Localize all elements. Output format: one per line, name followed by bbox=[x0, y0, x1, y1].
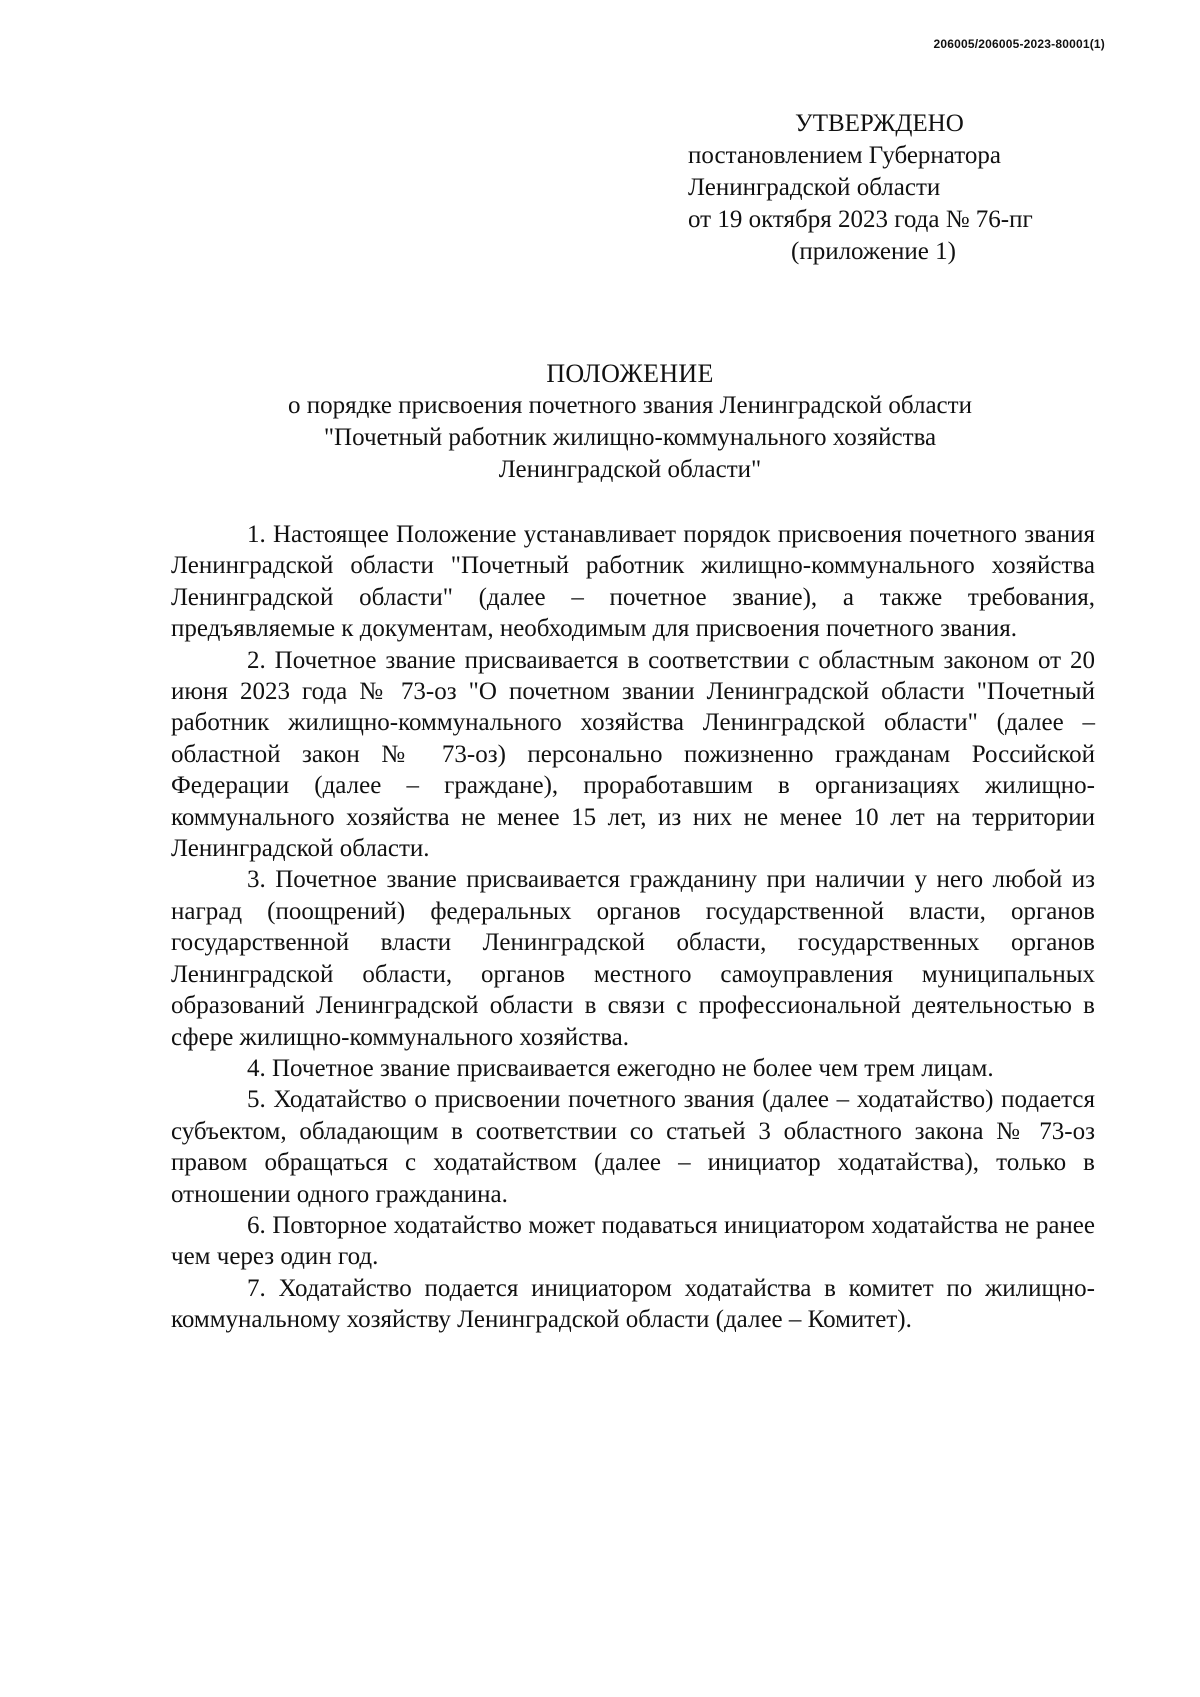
approval-line: от 19 октября 2023 года № 76-пг bbox=[688, 206, 1033, 233]
document-body bbox=[171, 519, 1095, 1336]
document-heading bbox=[170, 358, 1090, 486]
paragraph-4: 4. Почетное звание присваивается ежегодно не более чем трем лицам. bbox=[247, 1054, 994, 1082]
approval-line: Ленинградской области bbox=[688, 174, 941, 201]
paragraph-1: 1. Настоящее Положение устанавливает порядок присвоения почетного звания Ленинградской области "Почетный работник жилищно-коммунального хозяйства Ленинградской области" (далее – почетное звание), а также требования, предъявляемые к документам, необходимым для присвоения почетного звания. bbox=[171, 521, 1095, 643]
paragraph-5: 5. Ходатайство о присвоении почетного звания (далее – ходатайство) подается субъектом, обладающим в соответствии со статьей 3 областного закона № 73-оз правом обращаться с ходатайством (далее – инициатор ходатайства), только в отношении одного гражданина. bbox=[171, 1086, 1095, 1208]
approval-line: постановлением Губернатора bbox=[688, 142, 1001, 169]
paragraph-2: 2. Почетное звание присваивается в соответствии с областным законом от 20 июня 2023 года № 73-оз "О почетном звании Ленинградской области "Почетный работник жилищно-коммунального хозяйства Ленинградской области" (далее – областной закон № 73-оз) персонально пожизненно гражданам Российской Федерации (далее – граждане), проработавшим в организациях жилищно-коммунального хозяйства не менее 15 лет, из них не менее 10 лет на территории Ленинградской области. bbox=[171, 646, 1095, 863]
document-subtitle-line: "Почетный работник жилищно-коммунального хозяйства bbox=[323, 424, 937, 451]
approval-appendix: (приложение 1) bbox=[791, 238, 956, 265]
paragraph-7: 7. Ходатайство подается инициатором ходатайства в комитет по жилищно-коммунальному хозяйству Ленинградской области (далее – Комитет). bbox=[171, 1274, 1095, 1334]
paragraph-6: 6. Повторное ходатайство может подаваться инициатором ходатайства не ранее чем через один год. bbox=[171, 1211, 1095, 1271]
document-subtitle-line: о порядке присвоения почетного звания Ленинградской области bbox=[288, 392, 972, 419]
document-title: ПОЛОЖЕНИЕ bbox=[546, 359, 714, 388]
approval-title: УТВЕРЖДЕНО bbox=[795, 110, 964, 137]
document-number: 206005/206005-2023-80001(1) bbox=[933, 37, 1105, 51]
document-subtitle-line: Ленинградской области" bbox=[498, 456, 762, 483]
approval-block bbox=[688, 108, 1118, 268]
paragraph-3: 3. Почетное звание присваивается гражданину при наличии у него любой из наград (поощрений) федеральных органов государственной власти, органов государственной власти Ленинградской области, государственных органов Ленинградской области, органов местного самоуправления муниципальных образований Ленинградской области в связи с профессиональной деятельностью в сфере жилищно-коммунального хозяйства. bbox=[171, 866, 1095, 1051]
